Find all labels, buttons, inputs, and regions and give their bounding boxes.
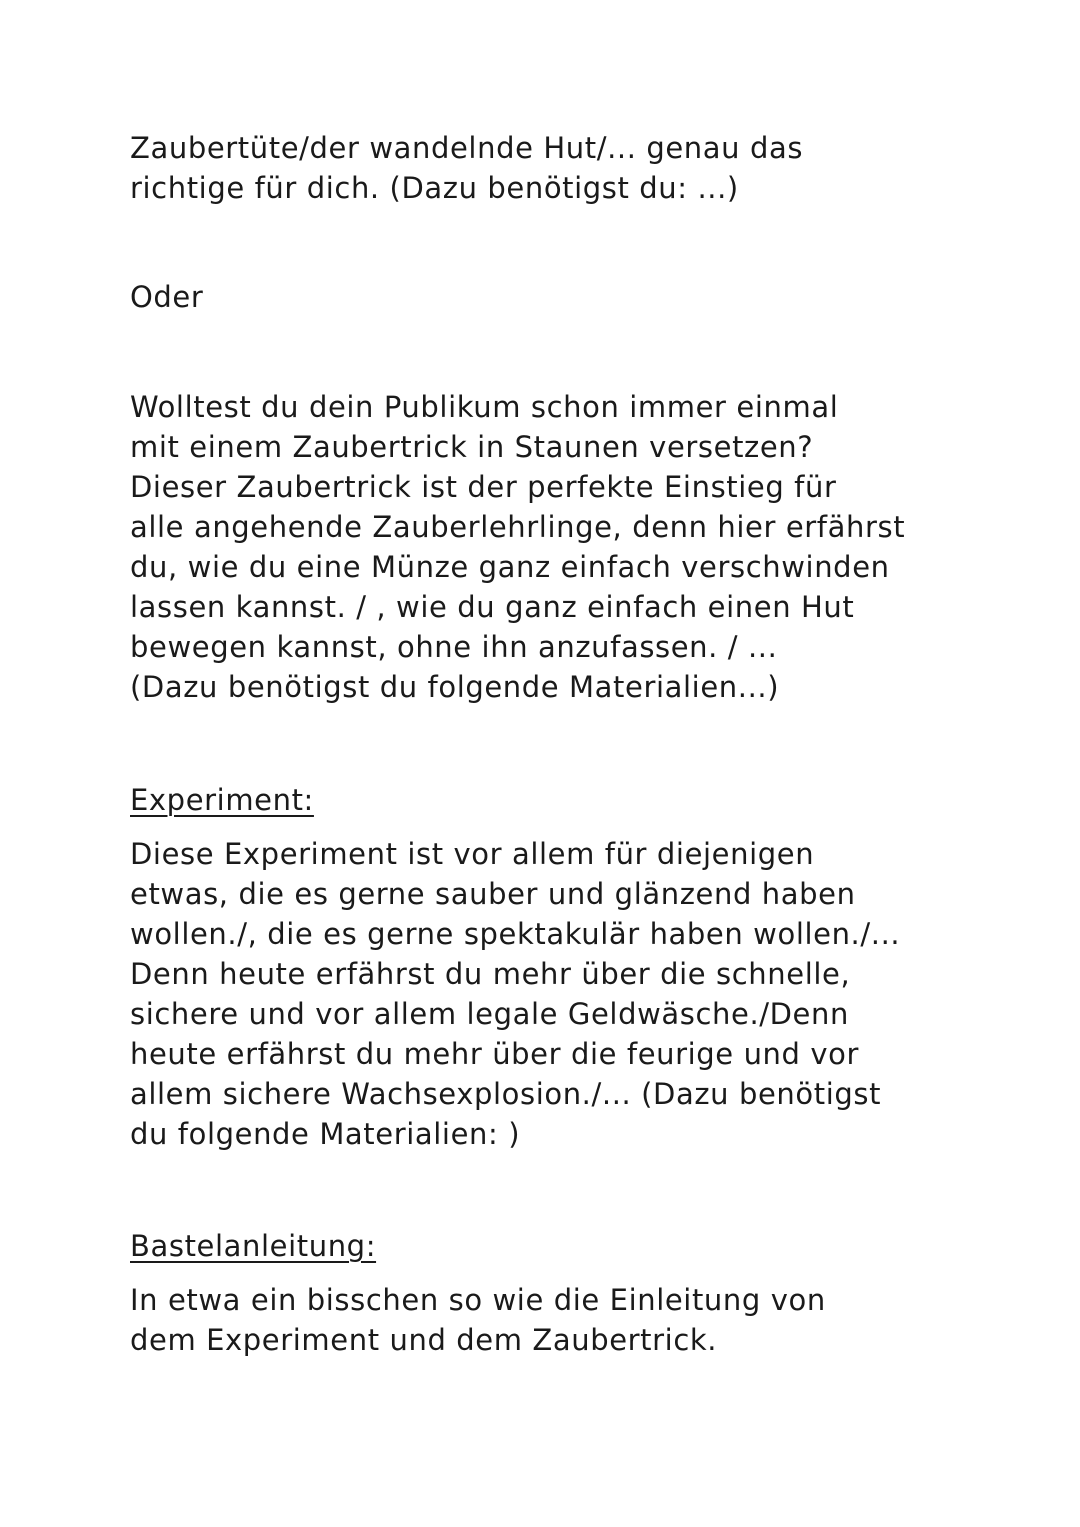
paragraph-line: Diese Experiment ist vor allem für diejenigen (130, 837, 815, 871)
paragraph-line: Wolltest du dein Publikum schon immer einmal (130, 390, 839, 424)
paragraph-line: allem sichere Wachsexplosion./... (Dazu benötigst (130, 1077, 882, 1111)
oder-text: Oder (130, 280, 204, 314)
experiment-paragraph (130, 834, 990, 1154)
paragraph-line: sichere und vor allem legale Geldwäsche./Denn (130, 997, 849, 1031)
paragraph-line: du, wie du eine Münze ganz einfach verschwinden (130, 550, 890, 584)
paragraph-line: Zaubertüte/der wandelnde Hut/... genau das (130, 131, 804, 165)
paragraph-line: alle angehende Zauberlehrlinge, denn hier erfährst (130, 510, 906, 544)
bastelanleitung-heading: Bastelanleitung: (130, 1229, 377, 1263)
experiment-section-header (130, 780, 990, 820)
paragraph-line: du folgende Materialien: ) (130, 1117, 521, 1151)
paragraph-line: richtige für dich. (Dazu benötigst du: ...) (130, 171, 739, 205)
paragraph-line: In etwa ein bisschen so wie die Einleitung von (130, 1283, 826, 1317)
paragraph-line: dem Experiment und dem Zaubertrick. (130, 1323, 718, 1357)
bastelanleitung-paragraph (130, 1280, 990, 1360)
paragraph-line: (Dazu benötigst du folgende Materialien...) (130, 670, 780, 704)
paragraph-line: Denn heute erfährst du mehr über die schnelle, (130, 957, 851, 991)
bastelanleitung-section-header (130, 1226, 990, 1266)
experiment-heading: Experiment: (130, 783, 314, 817)
paragraph-line: etwas, die es gerne sauber und glänzend haben (130, 877, 856, 911)
paragraph-line: lassen kannst. / , wie du ganz einfach einen Hut (130, 590, 855, 624)
paragraph-line: wollen./, die es gerne spektakulär haben wollen./... (130, 917, 901, 951)
oder-separator (130, 277, 990, 317)
paragraph-line: mit einem Zaubertrick in Staunen versetzen? (130, 430, 814, 464)
paragraph-line: heute erfährst du mehr über die feurige und vor (130, 1037, 859, 1071)
intro-paragraph (130, 128, 990, 208)
zaubertrick-paragraph (130, 387, 990, 707)
paragraph-line: bewegen kannst, ohne ihn anzufassen. / ... (130, 630, 778, 664)
paragraph-line: Dieser Zaubertrick ist der perfekte Einstieg für (130, 470, 837, 504)
